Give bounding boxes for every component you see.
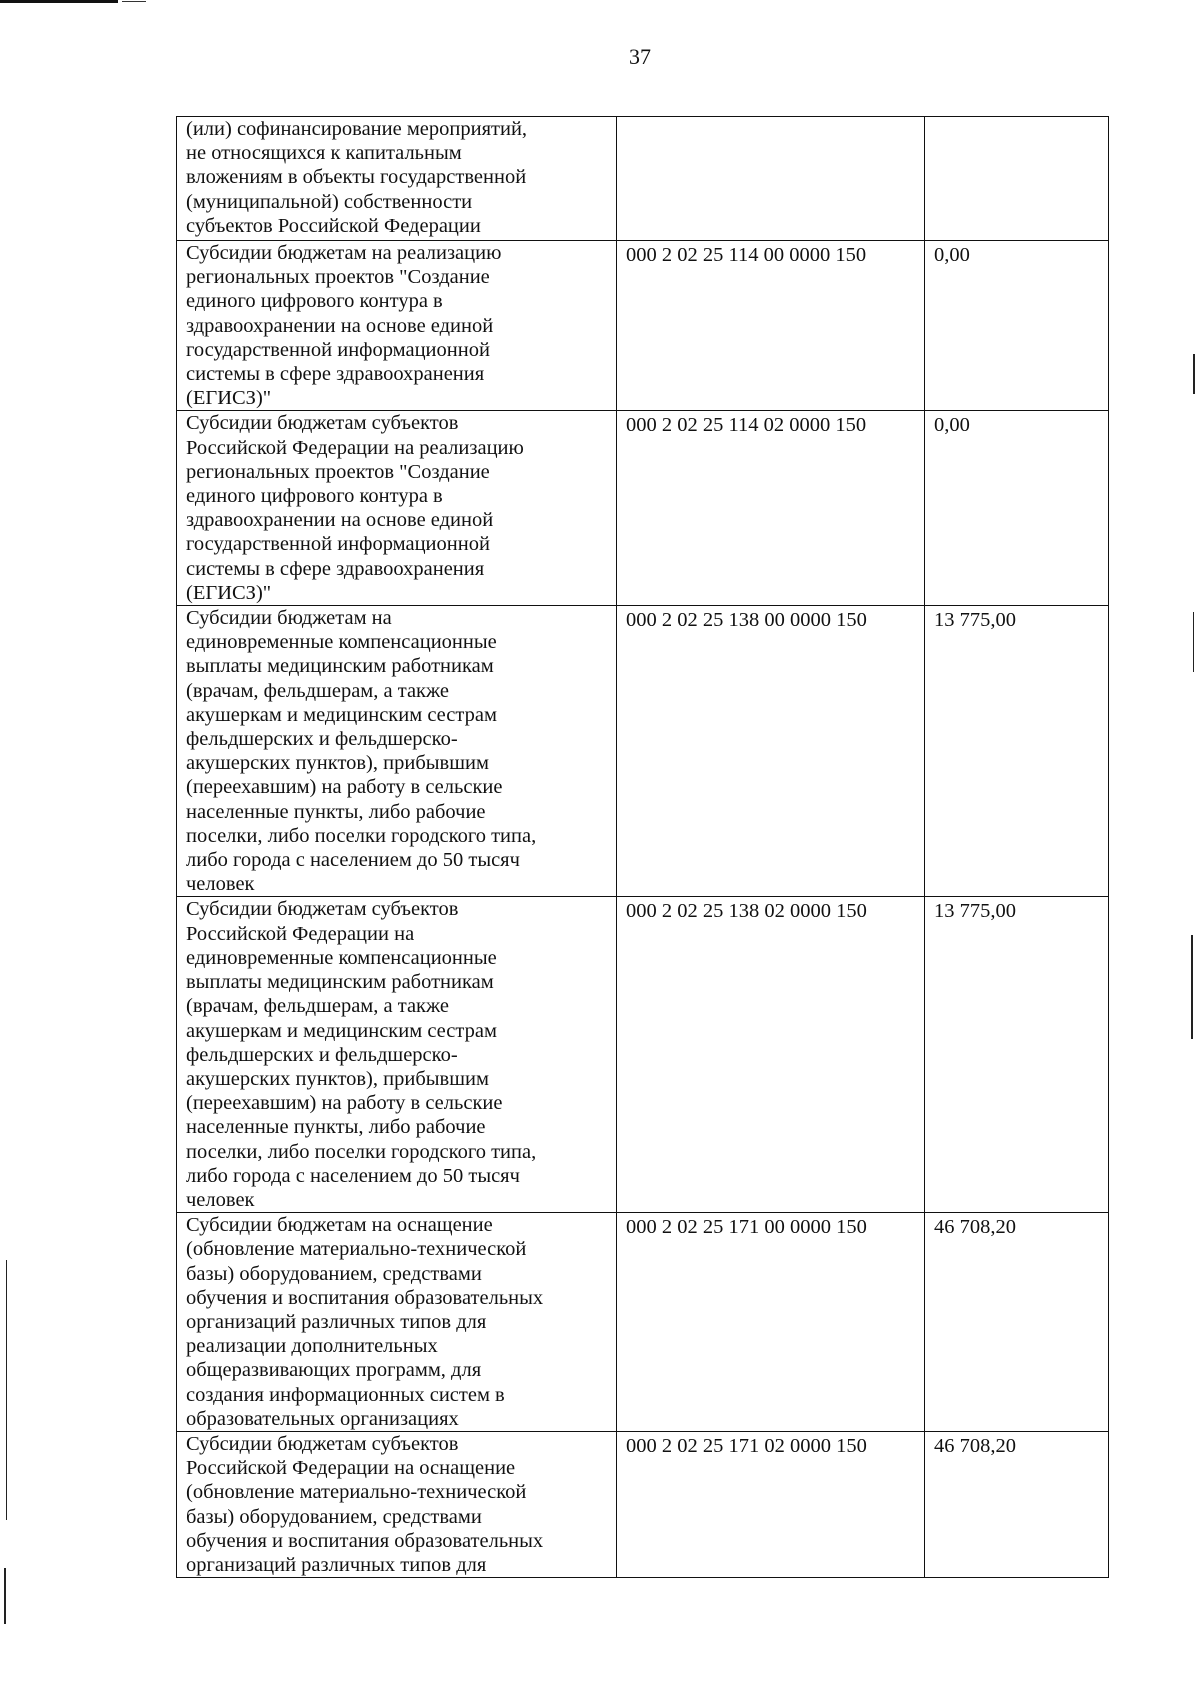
budget-code-cell: 000 2 02 25 114 02 0000 150 bbox=[617, 411, 925, 606]
amount-cell: 46 708,20 bbox=[925, 1431, 1109, 1577]
scan-margin-mark bbox=[1193, 612, 1194, 672]
scan-margin-mark bbox=[1191, 935, 1193, 1039]
budget-code-cell bbox=[617, 117, 925, 241]
scan-margin-mark bbox=[6, 1260, 7, 1520]
income-name-cell: Субсидии бюджетам субъектов Российской Федерации на оснащение (обновление материально-технической базы) оборудованием, средствами обучения и воспитания образовательных организаций различных типов для bbox=[177, 1431, 617, 1577]
amount-cell: 0,00 bbox=[925, 241, 1109, 411]
income-name-cell: Субсидии бюджетам на единовременные компенсационные выплаты медицинским работникам (врачам, фельдшерам, а также акушеркам и медицинским сестрам фельдшерских и фельдшерско- акушерских пунктов), прибывшим (переехавшим) на работу в сельские населенные пункты, либо рабочие поселки, либо поселки городского типа, либо города с населением до 50 тысяч человек bbox=[177, 606, 617, 897]
table-row bbox=[177, 411, 1109, 606]
table-row bbox=[177, 897, 1109, 1213]
page-number: 37 bbox=[629, 44, 651, 69]
scan-margin-mark bbox=[1193, 354, 1195, 394]
income-name-cell: Субсидии бюджетам субъектов Российской Федерации на реализацию региональных проектов "Создание единого цифрового контура в здравоохранении на основе единой государственной информационной системы в сфере здравоохранения (ЕГИСЗ)" bbox=[177, 411, 617, 606]
scan-artifact-bar bbox=[122, 1, 146, 2]
scan-artifact-bar bbox=[0, 0, 118, 3]
table-row bbox=[177, 241, 1109, 411]
budget-code-cell: 000 2 02 25 114 00 0000 150 bbox=[617, 241, 925, 411]
budget-code-cell: 000 2 02 25 138 02 0000 150 bbox=[617, 897, 925, 1213]
table-row bbox=[177, 606, 1109, 897]
scan-margin-mark bbox=[4, 1568, 6, 1624]
budget-code-cell: 000 2 02 25 171 00 0000 150 bbox=[617, 1213, 925, 1432]
income-name-cell: Субсидии бюджетам субъектов Российской Федерации на единовременные компенсационные выплаты медицинским работникам (врачам, фельдшерам, а также акушеркам и медицинским сестрам фельдшерских и фельдшерско- акушерских пунктов), прибывшим (переехавшим) на работу в сельские населенные пункты, либо рабочие поселки, либо поселки городского типа, либо города с населением до 50 тысяч человек bbox=[177, 897, 617, 1213]
amount-cell bbox=[925, 117, 1109, 241]
amount-cell: 46 708,20 bbox=[925, 1213, 1109, 1432]
amount-cell: 0,00 bbox=[925, 411, 1109, 606]
amount-cell: 13 775,00 bbox=[925, 897, 1109, 1213]
amount-cell: 13 775,00 bbox=[925, 606, 1109, 897]
budget-code-cell: 000 2 02 25 138 00 0000 150 bbox=[617, 606, 925, 897]
budget-table bbox=[176, 116, 1109, 1578]
budget-code-cell: 000 2 02 25 171 02 0000 150 bbox=[617, 1431, 925, 1577]
income-name-cell: (или) софинансирование мероприятий, не относящихся к капитальным вложениям в объекты государственной (муниципальной) собственности субъектов Российской Федерации bbox=[177, 117, 617, 241]
income-name-cell: Субсидии бюджетам на реализацию региональных проектов "Создание единого цифрового контура в здравоохранении на основе единой государственной информационной системы в сфере здравоохранения (ЕГИСЗ)" bbox=[177, 241, 617, 411]
table-row bbox=[177, 1431, 1109, 1577]
table-row bbox=[177, 1213, 1109, 1432]
income-name-cell: Субсидии бюджетам на оснащение (обновление материально-технической базы) оборудованием, средствами обучения и воспитания образовательных организаций различных типов для реализации дополнительных общеразвивающих программ, для создания информационных систем в образовательных организациях bbox=[177, 1213, 617, 1432]
table-row bbox=[177, 117, 1109, 241]
